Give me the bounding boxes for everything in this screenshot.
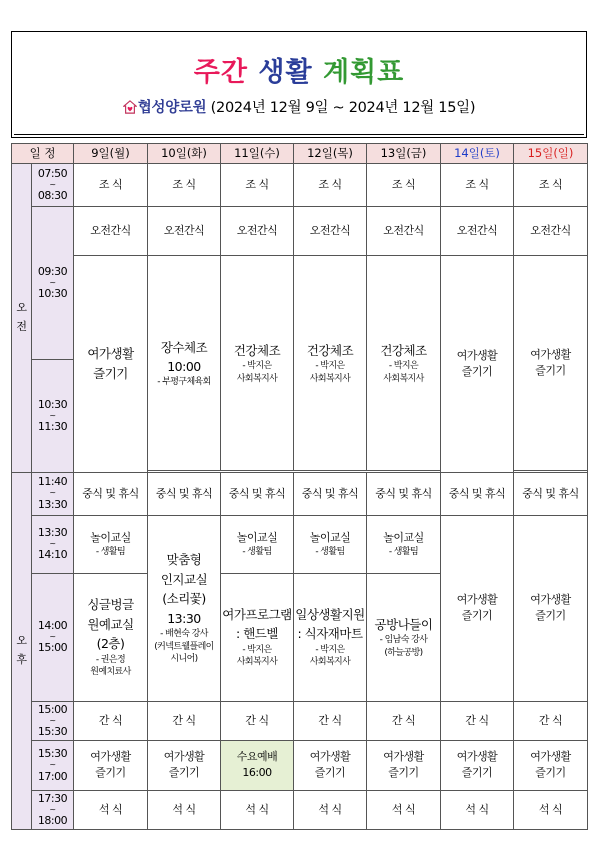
house-heart-icon	[123, 100, 137, 114]
row-pm-snack	[12, 701, 588, 740]
time-start: 15:30	[37, 747, 68, 761]
cell-breakfast: 조 식	[74, 164, 148, 207]
program-title: 장수체조	[160, 339, 208, 355]
program-note: - 부평구체육회	[157, 377, 211, 388]
leisure-line-2: 즐기기	[535, 609, 566, 623]
title-box	[11, 31, 587, 138]
cell-thu-mart	[294, 573, 367, 701]
cell-dinner: 석 식	[148, 790, 221, 829]
leisure-line-2: 즐기기	[535, 766, 566, 780]
time-slot	[32, 740, 74, 790]
time-slot	[32, 164, 74, 207]
program-note: - 박지은	[315, 361, 345, 372]
row-lunch	[12, 472, 588, 515]
leisure-line-1: 여가생활	[383, 750, 424, 764]
program-note: 사회복지사	[236, 657, 278, 668]
time-start: 15:00	[37, 702, 68, 716]
program-note: (커넥트웰플레이	[154, 641, 214, 652]
program-note: - 생활팀	[315, 546, 345, 557]
leisure-line-2: 즐기기	[388, 766, 419, 780]
cell-dinner: 석 식	[441, 790, 514, 829]
org-name: 협성양로원	[137, 100, 207, 116]
cell-dinner: 석 식	[367, 790, 441, 829]
title-word-3: 계획표	[322, 57, 405, 88]
leisure-line-2: 즐기기	[314, 766, 346, 780]
time-start: 07:50	[37, 166, 68, 180]
program-title: 놀이교실	[309, 530, 351, 544]
cell-mon-play	[74, 515, 148, 573]
leisure-line-2: 즐기기	[461, 766, 493, 780]
time-end: 17:00	[37, 769, 68, 783]
program-title: 수요예배	[236, 750, 278, 764]
leisure-line-2: 즐기기	[535, 364, 566, 378]
period-pm-char-2: 후	[16, 652, 27, 666]
time-slot	[32, 472, 74, 515]
time-slot	[32, 515, 74, 573]
cell-lunch: 중식 및 휴식	[74, 472, 148, 515]
program-note: 원예치료사	[90, 667, 131, 678]
cell-fri-play	[367, 515, 441, 573]
time-end: 18:00	[37, 814, 68, 828]
program-note: - 박지은	[315, 644, 345, 655]
program-note: (하늘공방)	[384, 647, 423, 658]
time-start: 17:30	[37, 791, 68, 805]
program-note: 사회복지사	[236, 373, 278, 384]
time-sep: ~	[49, 179, 56, 189]
program-title: 건강체조	[380, 342, 427, 358]
program-title: 건강체조	[233, 342, 281, 358]
leisure-line-2: 즐기기	[95, 766, 126, 780]
program-note: - 박지은	[242, 361, 272, 372]
leisure-line-1: 여가생활	[530, 750, 571, 764]
cell-am-snack: 오전간식	[367, 207, 441, 256]
cell-am-snack: 오전간식	[148, 207, 221, 256]
cell-sat-leisure-pm	[441, 515, 514, 701]
leisure-line-1: 여가생활	[530, 348, 571, 362]
program-note: 사회복지사	[383, 373, 424, 384]
cell-tue-cognitive	[148, 515, 221, 701]
cell-am-snack: 오전간식	[74, 207, 148, 256]
day-header-thu: 12일(목)	[294, 144, 367, 164]
time-sep: ~	[49, 804, 56, 814]
cell-thu-health	[294, 256, 367, 471]
cell-wed-health	[221, 256, 294, 471]
time-end: 11:30	[37, 419, 68, 433]
cell-leisure	[294, 740, 367, 790]
program-note: 사회복지사	[309, 373, 351, 384]
date-range: (2024년 12월 9일 ~ 2024년 12월 15일)	[210, 100, 476, 116]
time-slot	[32, 207, 74, 360]
cell-dinner: 석 식	[514, 790, 588, 829]
program-title: (2층)	[96, 636, 125, 652]
time-start: 14:00	[37, 618, 68, 632]
period-am-char-2: 전	[16, 319, 27, 333]
program-note: - 생활팀	[388, 546, 419, 557]
cell-breakfast: 조 식	[148, 164, 221, 207]
cell-breakfast: 조 식	[294, 164, 367, 207]
leisure-line-1: 여가생활	[456, 750, 498, 764]
day-header-wed: 11일(수)	[221, 144, 294, 164]
cell-fri-workshop	[367, 573, 441, 701]
program-title: : 식자재마트	[297, 626, 363, 642]
program-note: - 박지은	[242, 644, 272, 655]
day-header-mon: 9일(월)	[74, 144, 148, 164]
subtitle	[12, 96, 586, 117]
program-note: 시니어)	[170, 654, 198, 665]
leisure-line-1: 여가생활	[87, 346, 134, 362]
period-pm	[12, 472, 32, 830]
program-title: 놀이교실	[236, 530, 278, 544]
time-start: 13:30	[37, 525, 68, 539]
leisure-line-1: 여가생활	[309, 750, 351, 764]
cell-wed-worship	[221, 740, 294, 790]
day-header-tue: 10일(화)	[148, 144, 221, 164]
leisure-line-2: 즐기기	[461, 609, 493, 623]
time-end: 08:30	[37, 189, 68, 203]
cell-thu-play	[294, 515, 367, 573]
leisure-line-1: 여가생활	[530, 593, 571, 607]
time-slot	[32, 360, 74, 473]
cell-leisure	[367, 740, 441, 790]
cell-sun-leisure-pm	[514, 515, 588, 701]
time-sep: ~	[49, 538, 56, 548]
cell-leisure	[514, 740, 588, 790]
cell-lunch: 중식 및 휴식	[294, 472, 367, 515]
corner-label: 일 정	[12, 144, 74, 164]
program-title: 인지교실	[160, 571, 208, 587]
leisure-line-1: 여가생활	[90, 750, 131, 764]
cell-lunch: 중식 및 휴식	[221, 472, 294, 515]
time-sep: ~	[49, 410, 56, 420]
time-sep: ~	[49, 760, 56, 770]
row-1330	[12, 515, 588, 573]
time-end: 13:30	[37, 497, 68, 511]
cell-pm-snack: 간 식	[221, 701, 294, 740]
period-am-char-1: 오	[16, 301, 27, 315]
time-end: 15:30	[37, 724, 68, 738]
program-title: : 핸드벨	[236, 626, 278, 642]
cell-pm-snack: 간 식	[294, 701, 367, 740]
leisure-line-1: 여가생활	[456, 593, 498, 607]
time-slot	[32, 790, 74, 829]
cell-pm-snack: 간 식	[148, 701, 221, 740]
program-time: 10:00	[167, 358, 201, 374]
header-row	[12, 144, 588, 164]
cell-mon-gardening	[74, 573, 148, 701]
time-slot	[32, 573, 74, 701]
time-sep: ~	[49, 488, 56, 498]
cell-breakfast: 조 식	[221, 164, 294, 207]
time-start: 11:40	[37, 475, 68, 489]
time-sep: ~	[49, 631, 56, 641]
leisure-line-2: 즐기기	[461, 364, 493, 378]
cell-lunch: 중식 및 휴식	[514, 472, 588, 515]
cell-am-snack: 오전간식	[514, 207, 588, 256]
cell-dinner: 석 식	[294, 790, 367, 829]
cell-leisure	[74, 740, 148, 790]
cell-sun-leisure	[514, 256, 588, 471]
program-note: - 배현숙 강사	[160, 628, 208, 639]
program-title: 싱글벙글	[87, 597, 134, 613]
cell-lunch: 중식 및 휴식	[148, 472, 221, 515]
cell-wed-play	[221, 515, 294, 573]
program-title: 맞춤형	[166, 552, 202, 568]
program-note: - 임남숙 강사	[379, 635, 428, 646]
row-1530	[12, 740, 588, 790]
period-pm-char-1: 오	[16, 634, 27, 648]
time-end: 14:10	[37, 548, 68, 562]
cell-dinner: 석 식	[74, 790, 148, 829]
program-note: - 생활팀	[242, 546, 272, 557]
time-start: 09:30	[37, 264, 68, 278]
program-time: 13:30	[167, 610, 201, 626]
leisure-line-2: 즐기기	[93, 365, 128, 381]
time-sep: ~	[49, 277, 56, 287]
program-title: 공방나들이	[374, 616, 433, 632]
cell-lunch: 중식 및 휴식	[367, 472, 441, 515]
time-end: 15:00	[37, 641, 68, 655]
day-header-sun: 15일(일)	[514, 144, 588, 164]
program-title: 놀이교실	[90, 530, 131, 544]
cell-tue-exercise	[148, 256, 221, 471]
row-am-snack	[12, 207, 588, 256]
program-note: 사회복지사	[309, 657, 351, 668]
time-sep: ~	[49, 715, 56, 725]
time-start: 10:30	[37, 397, 68, 411]
leisure-line-2: 즐기기	[168, 766, 200, 780]
cell-pm-snack: 간 식	[74, 701, 148, 740]
program-note: - 생활팀	[95, 546, 126, 557]
cell-breakfast: 조 식	[441, 164, 514, 207]
cell-leisure	[148, 740, 221, 790]
program-title: 일상생활지원	[295, 607, 365, 623]
page-title	[12, 50, 586, 89]
program-title: 여가프로그램	[222, 607, 292, 623]
cell-sat-leisure	[441, 256, 514, 473]
cell-am-snack: 오전간식	[221, 207, 294, 256]
time-slot	[32, 701, 74, 740]
cell-am-snack: 오전간식	[441, 207, 514, 256]
row-0930-a	[12, 256, 588, 308]
cell-breakfast: 조 식	[514, 164, 588, 207]
title-word-1: 주간	[193, 57, 248, 88]
cell-mon-leisure	[74, 256, 148, 473]
program-note: - 권은정	[95, 654, 126, 665]
cell-leisure	[441, 740, 514, 790]
day-header-sat: 14일(토)	[441, 144, 514, 164]
cell-lunch: 중식 및 휴식	[441, 472, 514, 515]
cell-breakfast: 조 식	[367, 164, 441, 207]
cell-am-snack: 오전간식	[294, 207, 367, 256]
leisure-line-1: 여가생활	[456, 348, 498, 362]
cell-pm-snack: 간 식	[367, 701, 441, 740]
program-title: 건강체조	[306, 342, 354, 358]
leisure-line-1: 여가생활	[163, 750, 205, 764]
cell-wed-handbell	[221, 573, 294, 701]
period-am	[12, 164, 32, 473]
program-time: 16:00	[242, 766, 272, 780]
program-title: (소리꽃)	[162, 591, 206, 607]
day-header-fri: 13일(금)	[367, 144, 441, 164]
row-dinner	[12, 790, 588, 829]
cell-pm-snack: 간 식	[514, 701, 588, 740]
cell-fri-health	[367, 256, 441, 471]
program-note: - 박지은	[388, 361, 419, 372]
time-end: 10:30	[37, 287, 68, 301]
row-breakfast	[12, 164, 588, 207]
program-title: 원예교실	[87, 616, 134, 632]
cell-pm-snack: 간 식	[441, 701, 514, 740]
cell-dinner: 석 식	[221, 790, 294, 829]
program-title: 놀이교실	[383, 530, 424, 544]
title-word-2: 생활	[258, 57, 313, 88]
weekly-schedule-table	[11, 143, 588, 830]
